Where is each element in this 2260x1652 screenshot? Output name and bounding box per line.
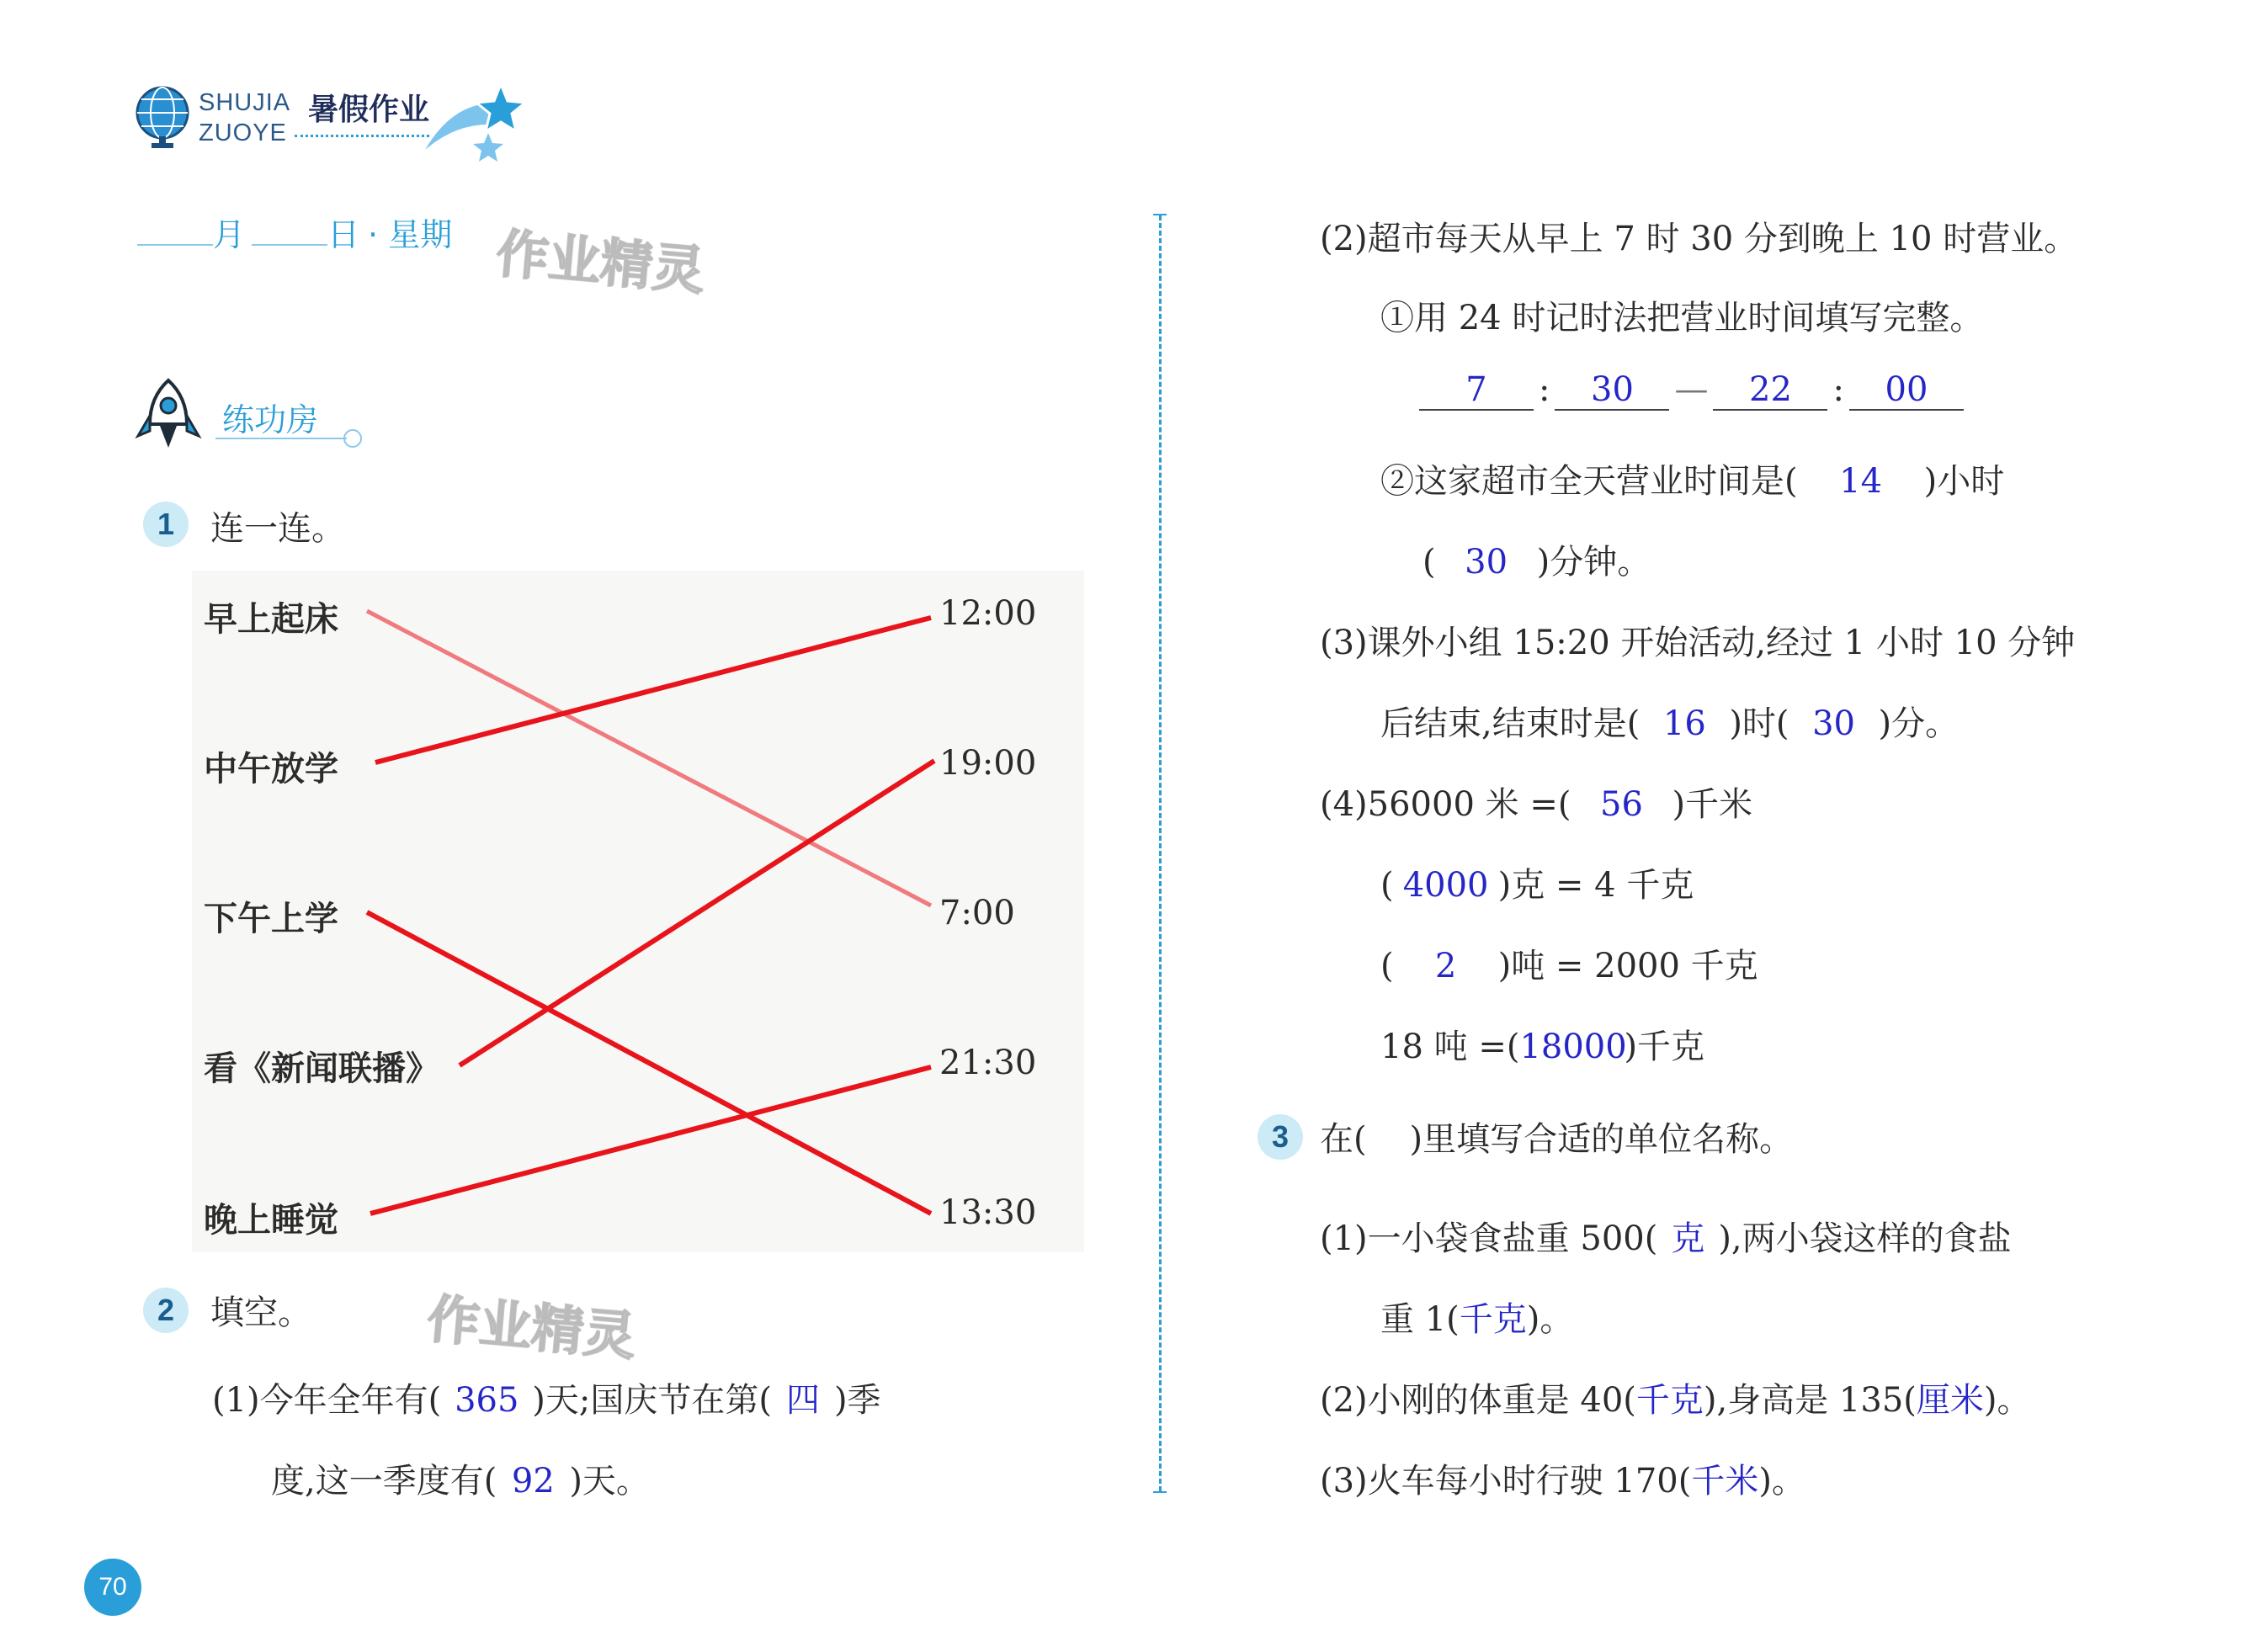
time-blanks-row: 7 : 30 — 22 : 00 <box>1419 370 1964 411</box>
answer[interactable]: 克 <box>1671 1219 1705 1258</box>
time-blank[interactable]: 22 <box>1713 370 1827 411</box>
q3-item-1-line-2: 重 1(千克)。 <box>1380 1293 1573 1341</box>
q2-item-2-sub-2-line-2: ( 30 )分钟。 <box>1422 543 1651 582</box>
match-line <box>375 618 931 762</box>
q2-item-2-sub-1: ①用 24 时记时法把营业时间填写完整。 <box>1380 299 1984 337</box>
answer[interactable]: 4000 <box>1402 866 1489 905</box>
match-left-item[interactable]: 中午放学 <box>204 749 338 789</box>
logo-cn: 暑假作业 <box>308 93 430 127</box>
question-title: 连一连。 <box>210 509 345 548</box>
time-blank[interactable]: 00 <box>1849 370 1964 411</box>
question-number: 1 <box>143 502 189 547</box>
q2-item-1-line-2: 度,这一季度有( 92 )天。 <box>271 1462 650 1501</box>
logo-en-bottom: ZUOYE <box>199 120 287 146</box>
page-number: 70 <box>84 1559 141 1616</box>
q2-item-4-line-2: ( 4000 )克 = 4 千克 <box>1380 866 1694 905</box>
answer[interactable]: 厘米 <box>1916 1381 1984 1420</box>
q2-item-3-line-2: 后结束,结束时是( 16 )时( 30 )分。 <box>1380 704 1960 743</box>
answer[interactable]: 14 <box>1839 462 1883 501</box>
match-line <box>370 1067 931 1214</box>
watermark: 作业精灵 <box>493 222 708 302</box>
answer[interactable]: 92 <box>511 1462 555 1501</box>
logo-en-top: SHUJIA <box>199 89 291 116</box>
question-number: 3 <box>1258 1114 1303 1160</box>
q3-item-1-line-1: (1)一小袋食盐重 500( 克 ),两小袋这样的食盐 <box>1320 1212 2012 1260</box>
q2-item-2: (2)超市每天从早上 7 时 30 分到晚上 10 时营业。 <box>1320 220 2078 258</box>
month-label: 月 <box>213 216 246 253</box>
answer[interactable]: 16 <box>1662 704 1706 743</box>
answer[interactable]: 2 <box>1434 947 1457 985</box>
answer[interactable]: 四 <box>785 1381 820 1420</box>
question-title: 填空。 <box>210 1293 311 1332</box>
answer[interactable]: 千米 <box>1691 1462 1759 1501</box>
match-left-item[interactable]: 早上起床 <box>204 599 338 639</box>
section-title: 练功房 <box>222 401 319 438</box>
weekday-label: · 星期 <box>368 216 453 253</box>
match-left-item[interactable]: 晚上睡觉 <box>204 1200 338 1240</box>
q2-item-2-sub-2-line-1: ②这家超市全天营业时间是( 14 )小时 <box>1380 462 2005 501</box>
q3-item-2: (2)小刚的体重是 40(千克),身高是 135(厘米)。 <box>1320 1373 2031 1421</box>
q3-item-3: (3)火车每小时行驶 170(千米)。 <box>1320 1454 1805 1502</box>
question-number: 2 <box>143 1288 189 1333</box>
watermark: 作业精灵 <box>424 1288 639 1368</box>
match-line <box>460 761 934 1065</box>
time-blank[interactable]: 30 <box>1555 370 1669 411</box>
q2-item-3-line-1: (3)课外小组 15:20 开始活动,经过 1 小时 10 分钟 <box>1320 624 2076 662</box>
q2-item-1-line-1: (1)今年全年有( 365 )天;国庆节在第( 四 )季 <box>212 1373 881 1421</box>
q2-item-4-line-1: (4)56000 米 =( 56 )千米 <box>1320 785 1753 824</box>
match-right-item[interactable]: 21:30 <box>939 1044 1037 1082</box>
divider-cap-bottom <box>1153 1491 1167 1493</box>
day-label: 日 <box>327 216 360 253</box>
match-left-item[interactable]: 看《新闻联播》 <box>204 1049 439 1088</box>
match-right-item[interactable]: 12:00 <box>939 594 1037 633</box>
answer[interactable]: 千克 <box>1459 1300 1527 1339</box>
answer[interactable]: 18000 <box>1519 1028 1627 1066</box>
match-right-item[interactable]: 19:00 <box>939 744 1037 783</box>
q2-item-4-line-3: ( 2 )吨 = 2000 千克 <box>1380 947 1758 985</box>
question-title: 在( )里填写合适的单位名称。 <box>1320 1120 1794 1159</box>
match-left-item[interactable]: 下午上学 <box>204 899 338 938</box>
match-line <box>367 611 931 906</box>
column-divider <box>1159 215 1162 1491</box>
match-right-item[interactable]: 13:30 <box>939 1193 1037 1232</box>
match-line <box>367 912 931 1214</box>
q2-item-4-line-4: 18 吨 =(18000)千克 <box>1380 1028 1705 1066</box>
answer[interactable]: 千克 <box>1635 1381 1704 1420</box>
answer[interactable]: 30 <box>1465 543 1508 582</box>
answer[interactable]: 56 <box>1600 785 1643 824</box>
answer[interactable]: 30 <box>1812 704 1855 743</box>
answer[interactable]: 365 <box>455 1381 519 1420</box>
match-right-item[interactable]: 7:00 <box>939 894 1015 932</box>
time-blank[interactable]: 7 <box>1419 370 1534 411</box>
